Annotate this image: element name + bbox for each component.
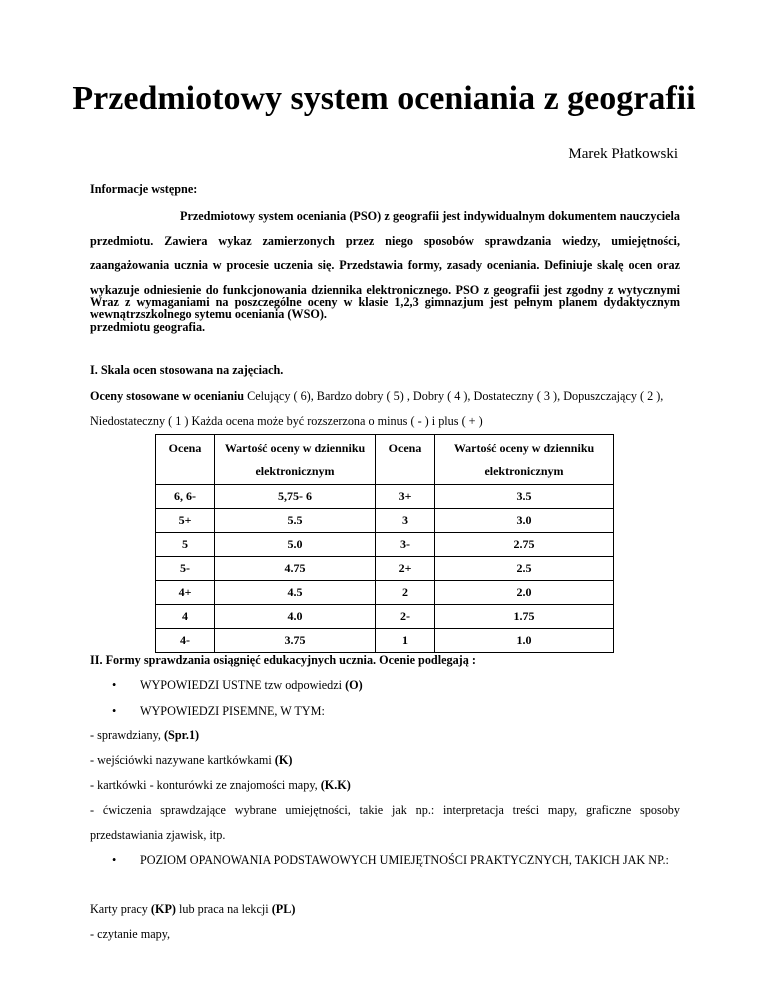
list-item-tests [90, 723, 680, 748]
table-cell: 1 [376, 629, 435, 653]
bullet-dot-3: • [112, 853, 117, 867]
table-cell: 3.0 [435, 509, 614, 533]
table-cell: 2.75 [435, 533, 614, 557]
list-text: - kartkówki - konturówki ze znajomości mapy, [90, 778, 321, 792]
code-label: (K) [274, 753, 293, 767]
table-cell: 2 [376, 581, 435, 605]
section-1-grades-list: Celujący ( 6), Bardzo dobry ( 5) , Dobry ( 4 ), Dostateczny ( 3 ), Dopuszczający ( 2 ), Niedostateczny ( 1 ) Każda ocena może być rozszerzona o minus ( - ) i plus ( + ) [90, 389, 664, 428]
table-cell: 5- [156, 557, 215, 581]
bullet-dot-1: • [112, 678, 117, 692]
list-item-exercises: - ćwiczenia sprawdzające wybrane umiejętności, takie jak np.: interpretacja treści mapy, graficzne sposoby przedstawiania zjawisk, itp. [90, 803, 680, 842]
bullet-item-written: WYPOWIEDZI PISEMNE, W TYM: [140, 704, 325, 718]
table-cell: 5 [156, 533, 215, 557]
code-label: (O) [345, 678, 363, 692]
table-cell: 3- [376, 533, 435, 557]
table-cell: 2- [376, 605, 435, 629]
bullet-item-oral [140, 673, 700, 698]
table-cell: 2+ [376, 557, 435, 581]
code-label: (Spr.1) [164, 728, 200, 742]
table-cell: 6, 6- [156, 485, 215, 509]
list-item-contour-maps [90, 773, 680, 798]
table-cell: 3+ [376, 485, 435, 509]
bullet-item-practical: POZIOM OPANOWANIA PODSTAWOWYCH UMIEJĘTNOŚCI PRAKTYCZNYCH, TAKICH JAK NP.: [140, 853, 669, 867]
table-cell: 4.75 [215, 557, 376, 581]
intro-paragraph-2: Wraz z wymaganiami na poszczególne oceny w klasie 1,2,3 gimnazjum jest pełnym planem dydaktycznym przedmiotu geografia. [90, 295, 680, 334]
table-cell: 5+ [156, 509, 215, 533]
bullet-dot-2: • [112, 704, 117, 718]
section-2-heading: II. Formy sprawdzania osiągnięć edukacyjnych ucznia. Ocenie podlegają : [90, 653, 476, 667]
code-label: (KP) [150, 902, 176, 916]
table-row [156, 533, 614, 557]
list-text: - wejściówki nazywane kartkówkami [90, 753, 275, 767]
bullet-text: WYPOWIEDZI USTNE tzw odpowiedzi [140, 678, 346, 692]
intro-paragraph-1: Przedmiotowy system oceniania (PSO) z geografii jest indywidualnym dokumentem nauczyciela przedmiotu. Zawiera wykaz zamierzonych przez niego sposobów sprawdzania wiedzy, umiejętności, zaangażowania ucznia w procesie uczenia się. Przedstawia formy, zasady oceniania. Definiuje skalę ocen oraz wykazuje odniesienie do funkcjonowania dziennika elektronicznego. PSO z geografii jest zgodny z wytycznymi wewnątrzszkolnego sytemu oceniania (WSO). [90, 209, 680, 322]
table-row [156, 485, 614, 509]
work-sheets-line [90, 897, 680, 922]
section-1-text [90, 384, 680, 433]
table-cell: 4- [156, 629, 215, 653]
header-grade-1: Ocena [156, 435, 215, 485]
table-cell: 5.0 [215, 533, 376, 557]
header-value-1: Wartość oceny w dzienniku elektronicznym [215, 435, 376, 485]
table-cell: 2.0 [435, 581, 614, 605]
table-cell: 3.75 [215, 629, 376, 653]
list-item-quizzes [90, 748, 680, 773]
table-cell: 4+ [156, 581, 215, 605]
table-cell: 1.0 [435, 629, 614, 653]
table-cell: 1.75 [435, 605, 614, 629]
table-cell: 2.5 [435, 557, 614, 581]
code-label: (PL) [271, 902, 296, 916]
table-row [156, 509, 614, 533]
grade-value-table [155, 434, 614, 653]
table-row [156, 557, 614, 581]
table-header-row [156, 435, 614, 485]
table-cell: 5.5 [215, 509, 376, 533]
code-label: (K.K) [320, 778, 351, 792]
section-1-heading: I. Skala ocen stosowana na zajęciach. [90, 363, 284, 377]
document-title: Przedmiotowy system oceniania z geografii [72, 80, 696, 117]
list-item-map-reading: - czytanie mapy, [90, 927, 171, 941]
list-text: Karty pracy [90, 902, 151, 916]
table-cell: 5,75- 6 [215, 485, 376, 509]
list-text: lub praca na lekcji [175, 902, 272, 916]
header-value-2: Wartość oceny w dzienniku elektronicznym [435, 435, 614, 485]
table-cell: 3.5 [435, 485, 614, 509]
author-name: Marek Płatkowski [568, 146, 678, 162]
table-cell: 4.5 [215, 581, 376, 605]
intro-heading: Informacje wstępne: [90, 182, 198, 196]
section-1-lead: Oceny stosowane w ocenianiu [90, 389, 245, 403]
table-row [156, 605, 614, 629]
list-text: - sprawdziany, [90, 728, 164, 742]
table-cell: 4.0 [215, 605, 376, 629]
table-cell: 3 [376, 509, 435, 533]
table-row [156, 581, 614, 605]
table-cell: 4 [156, 605, 215, 629]
header-grade-2: Ocena [376, 435, 435, 485]
